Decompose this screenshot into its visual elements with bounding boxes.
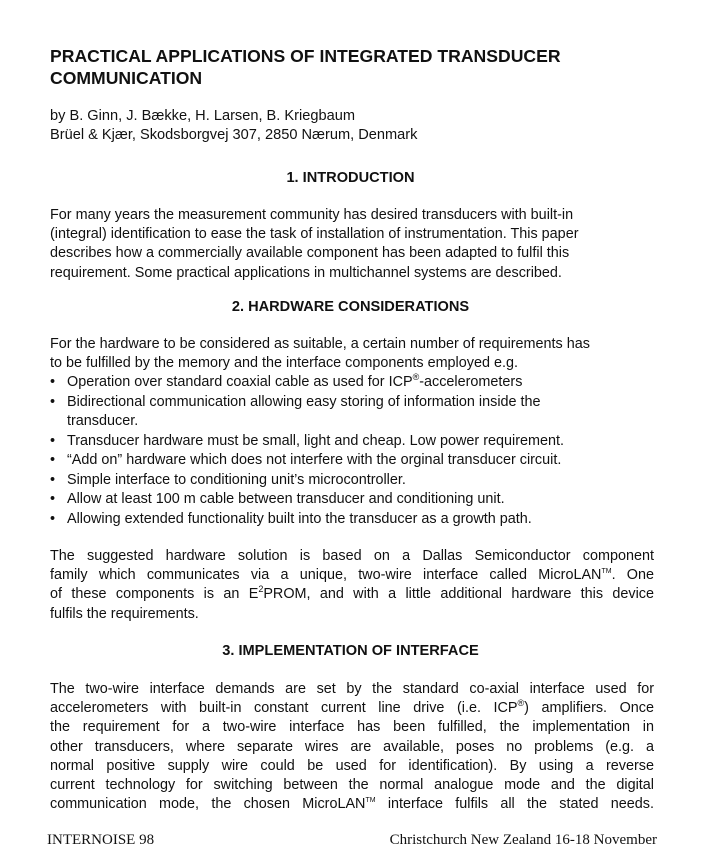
- text-run: . One: [611, 567, 654, 584]
- list-item: • Allow at least 100 m cable between transducer and conditioning unit.: [50, 490, 660, 510]
- text-run: family which communicates via a unique, two-wire interface called MicroLAN: [50, 567, 602, 584]
- paragraph-line: [50, 566, 654, 585]
- title-line: COMMUNICATION: [50, 68, 203, 88]
- affiliation: Brüel & Kjær, Skodsborgvej 307, 2850 Nærum, Denmark: [50, 127, 418, 143]
- paragraph-line: other transducers, where separate wires are available, poses no problems (e.g. a: [50, 738, 654, 755]
- superscript: 2: [258, 584, 264, 595]
- list-item: • Bidirectional communication allowing easy storing of information inside the transducer.: [50, 393, 660, 432]
- paragraph-line: fulfils the requirements.: [50, 605, 199, 622]
- text-run: of these components is an E: [50, 586, 259, 603]
- text-run: interface fulfils all the stated needs.: [375, 796, 654, 813]
- list-item: • Transducer hardware must be small, light and cheap. Low power requirement.: [50, 432, 660, 452]
- paragraph-line: [50, 795, 654, 814]
- paragraph-line: The two-wire interface demands are set by the standard co-axial interface used for: [50, 681, 654, 697]
- hardware-intro-paragraph: [50, 335, 660, 373]
- title-line: PRACTICAL APPLICATIONS OF INTEGRATED TRANSDUCER: [50, 46, 561, 66]
- list-item-text: Operation over standard coaxial cable as used for ICP: [67, 374, 413, 390]
- trademark-mark: TM: [601, 568, 612, 576]
- section-heading-implementation: 3. IMPLEMENTATION OF INTERFACE: [222, 643, 479, 659]
- list-item: • Simple interface to conditioning unit’s microcontroller.: [50, 471, 660, 491]
- trademark-mark: TM: [365, 797, 376, 805]
- section-heading-introduction: 1. INTRODUCTION: [286, 170, 415, 186]
- registered-mark: ®: [517, 698, 525, 709]
- paragraph-line: [50, 585, 654, 604]
- text-run: ) amplifiers. Once: [524, 700, 654, 717]
- introduction-paragraph: [50, 206, 654, 283]
- text-run: accelerometers with built-in constant current line drive (i.e. ICP: [50, 700, 518, 717]
- authors: by B. Ginn, J. Bække, H. Larsen, B. Kriegbaum: [50, 108, 355, 124]
- footer-conference: INTERNOISE 98: [47, 832, 155, 848]
- paragraph-line: For many years the measurement community has desired transducers with built-in: [50, 207, 574, 223]
- paragraph-line: For the hardware to be considered as suitable, a certain number of requirements has: [50, 336, 590, 352]
- registered-mark: ®: [412, 372, 420, 382]
- list-item: • “Add on” hardware which does not interfere with the orginal transducer circuit.: [50, 451, 660, 471]
- paragraph-line: the requirement for a two-wire interface has been fulfilled, the implementation in: [50, 719, 654, 736]
- hardware-solution-paragraph: [50, 547, 654, 624]
- text-run: communication mode, the chosen MicroLAN: [50, 796, 366, 813]
- text-run: PROM, and with a little additional hardware this device: [263, 586, 655, 603]
- paragraph-line: current technology for switching between the normal analogue mode and the digital: [50, 777, 654, 794]
- paragraph-line: to be fulfilled by the memory and the interface components employed e.g.: [50, 355, 518, 372]
- paragraph-line: normal positive supply wire could be used for identification). By using a reverse: [50, 757, 654, 774]
- list-item-text: -accelerometers: [419, 374, 523, 390]
- section-heading-hardware: 2. HARDWARE CONSIDERATIONS: [231, 299, 470, 315]
- footer-location-date: Christchurch New Zealand 16-18 November: [389, 832, 657, 848]
- list-item: [50, 373, 660, 393]
- author-block: [50, 107, 670, 145]
- paragraph-line: The suggested hardware solution is based on a Dallas Semiconductor component: [50, 548, 654, 564]
- requirements-list: [50, 373, 660, 529]
- paragraph-line: [50, 699, 654, 718]
- paragraph-line: describes how a commercially available component has been adapted to fulfil this: [50, 245, 570, 262]
- paragraph-line: requirement. Some practical applications in multichannel systems are described.: [50, 264, 562, 281]
- implementation-paragraph: [50, 680, 654, 814]
- paragraph-line: (integral) identification to ease the task of installation of instrumentation. This paper: [50, 226, 579, 243]
- list-item: • Allowing extended functionality built into the transducer as a growth path.: [50, 510, 660, 530]
- paper-title: [50, 45, 670, 89]
